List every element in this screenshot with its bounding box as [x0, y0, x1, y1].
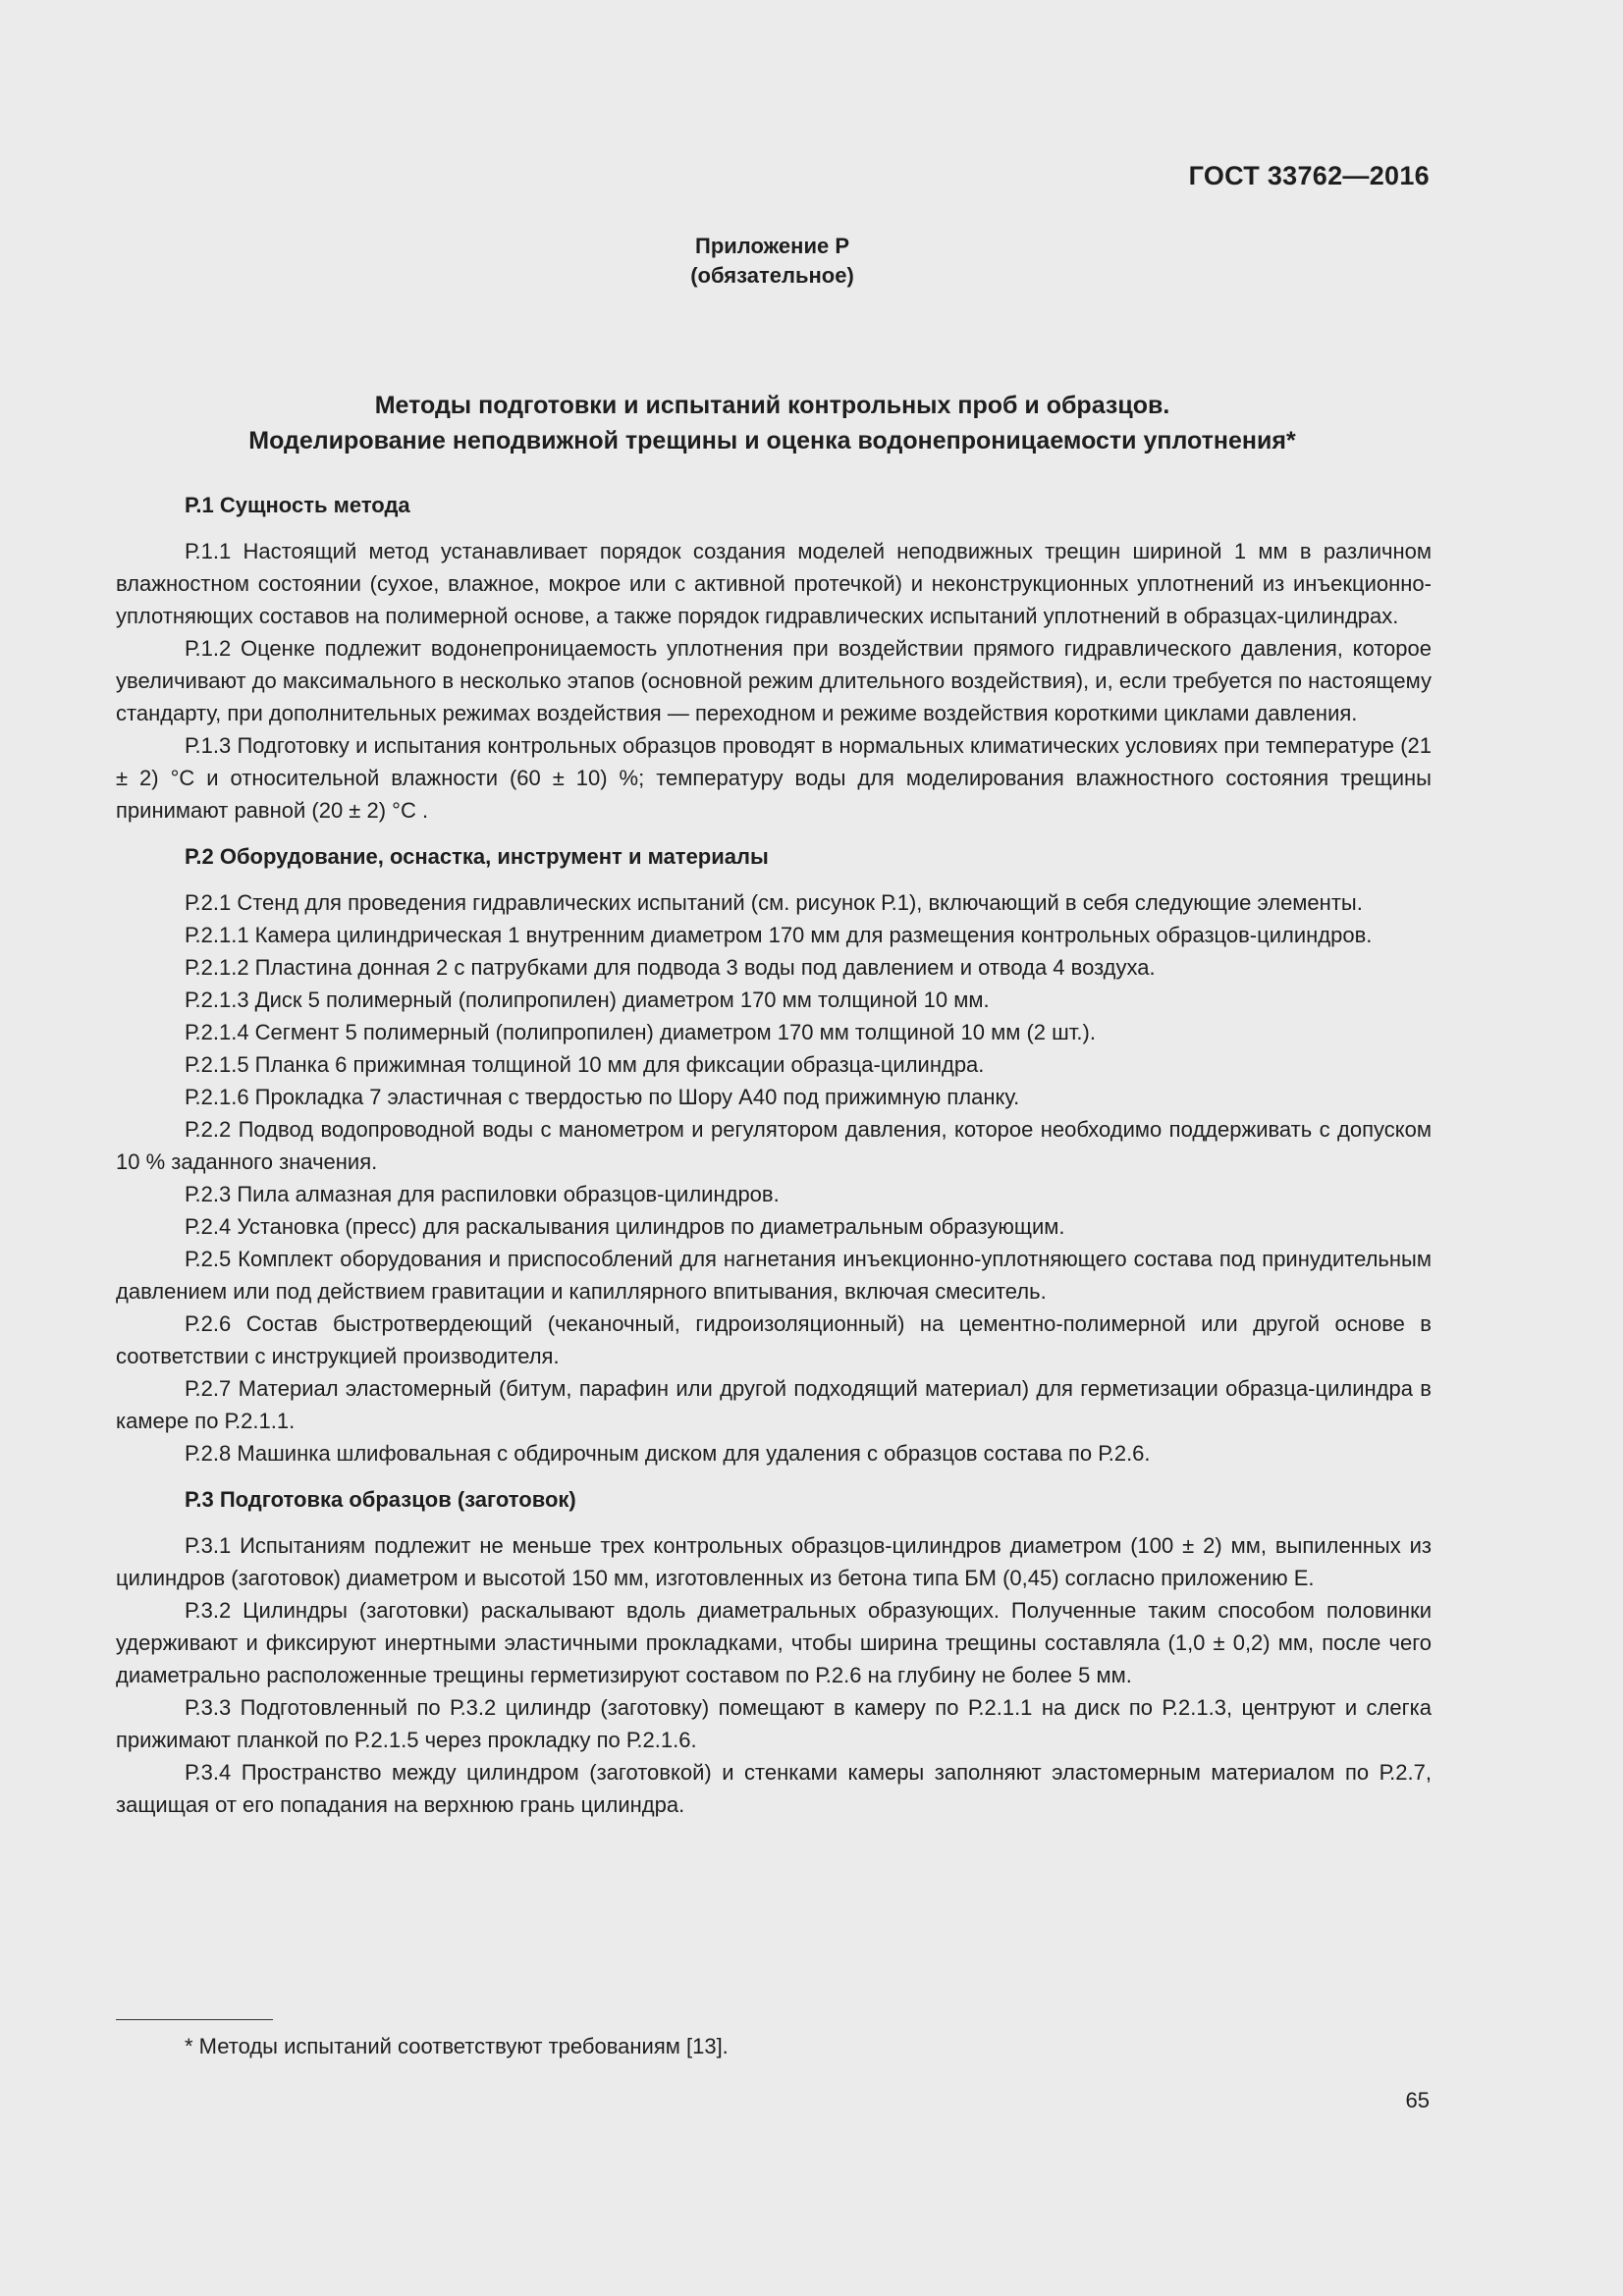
- paragraph: Р.2.1.4 Сегмент 5 полимерный (полипропилен) диаметром 170 мм толщиной 10 мм (2 шт.).: [185, 1020, 1096, 1044]
- paragraph: Р.2.3 Пила алмазная для распиловки образцов-цилиндров.: [185, 1182, 780, 1206]
- paragraph: Р.2.7 Материал эластомерный (битум, парафин или другой подходящий материал) для герметизации образца-цилиндра в камере по Р.2.1.1.: [116, 1376, 1432, 1433]
- section-heading-p2: Р.2 Оборудование, оснастка, инструмент и материалы: [185, 844, 769, 869]
- paragraph: Р.2.5 Комплект оборудования и приспособлений для нагнетания инъекционно-уплотняющего состава под принудительным давлением или под действием гравитации и капиллярного впитывания, включая смеситель.: [116, 1247, 1432, 1304]
- paragraph: Р.3.4 Пространство между цилиндром (заготовкой) и стенками камеры заполняют эластомерным материалом по Р.2.7, защищая от его попадания на верхнюю грань цилиндра.: [116, 1760, 1432, 1817]
- document-title: [0, 388, 1623, 458]
- appendix-status: (обязательное): [690, 263, 854, 288]
- appendix-heading: [0, 232, 1623, 291]
- section-heading-p1: Р.1 Сущность метода: [185, 493, 410, 517]
- title-line-2: Моделирование неподвижной трещины и оценка водонепроницаемости уплотнения*: [248, 427, 1296, 454]
- paragraph: Р.2.1 Стенд для проведения гидравлических испытаний (см. рисунок Р.1), включающий в себя следующие элементы.: [185, 890, 1363, 915]
- paragraph: Р.2.1.1 Камера цилиндрическая 1 внутренним диаметром 170 мм для размещения контрольных образцов-цилиндров.: [185, 923, 1373, 947]
- paragraph: Р.1.2 Оценке подлежит водонепроницаемость уплотнения при воздействии прямого гидравлического давления, которое увеличивают до максимального в несколько этапов (основной режим длительного воздействия), и, если требуется по настоящему стандарту, при дополнительных режимах воздействия — переходном и режиме воздействия короткими циклами давления.: [116, 636, 1432, 725]
- paragraph: Р.3.2 Цилиндры (заготовки) раскалывают вдоль диаметральных образующих. Полученные таким способом половинки удерживают и фиксируют инертными эластичными прокладками, чтобы ширина трещины составляла (1,0 ± 0,2) мм, после чего диаметрально расположенные трещины герметизируют составом по Р.2.6 на глубину не более 5 мм.: [116, 1598, 1432, 1687]
- paragraph: Р.2.6 Состав быстротвердеющий (чеканочный, гидроизоляционный) на цементно-полимерной или другой основе в соответствии с инструкцией производителя.: [116, 1311, 1432, 1368]
- paragraph: Р.2.1.2 Пластина донная 2 с патрубками для подвода 3 воды под давлением и отвода 4 воздуха.: [185, 955, 1156, 980]
- paragraph: Р.2.2 Подвод водопроводной воды с манометром и регулятором давления, которое необходимо поддерживать с допуском 10 % заданного значения.: [116, 1117, 1432, 1174]
- paragraph: Р.1.1 Настоящий метод устанавливает порядок создания моделей неподвижных трещин шириной 1 мм в различном влажностном состоянии (сухое, влажное, мокрое или с активной протечкой) и неконструкционных уплотнений из инъекционно-уплотняющих составов на полимерной основе, а также порядок гидравлических испытаний уплотнений в образцах-цилиндрах.: [116, 539, 1432, 628]
- document-body: [116, 489, 1432, 1821]
- paragraph: Р.2.1.6 Прокладка 7 эластичная с твердостью по Шору А40 под прижимную планку.: [185, 1085, 1020, 1109]
- paragraph: Р.2.1.5 Планка 6 прижимная толщиной 10 мм для фиксации образца-цилиндра.: [185, 1052, 985, 1077]
- section-heading-p3: Р.3 Подготовка образцов (заготовок): [185, 1487, 576, 1512]
- paragraph: Р.2.8 Машинка шлифовальная с обдирочным диском для удаления с образцов состава по Р.2.6.: [185, 1441, 1151, 1466]
- footnote: * Методы испытаний соответствуют требованиям [13].: [185, 2034, 729, 2058]
- page-number: 65: [1405, 2088, 1430, 2112]
- title-line-1: Методы подготовки и испытаний контрольных проб и образцов.: [374, 392, 1170, 419]
- document-code: ГОСТ 33762—2016: [1188, 161, 1430, 190]
- footnote-divider: [116, 2019, 273, 2020]
- paragraph: Р.2.4 Установка (пресс) для раскалывания цилиндров по диаметральным образующим.: [185, 1214, 1065, 1239]
- paragraph: Р.3.3 Подготовленный по Р.3.2 цилиндр (заготовку) помещают в камеру по Р.2.1.1 на диск по Р.2.1.3, центруют и слегка прижимают планкой по Р.2.1.5 через прокладку по Р.2.1.6.: [116, 1695, 1432, 1752]
- paragraph: Р.1.3 Подготовку и испытания контрольных образцов проводят в нормальных климатических условиях при температуре (21 ± 2) °С и относительной влажности (60 ± 10) %; температуру воды для моделирования влажностного состояния трещины принимают равной (20 ± 2) °С .: [116, 733, 1432, 823]
- paragraph: Р.3.1 Испытаниям подлежит не меньше трех контрольных образцов-цилиндров диаметром (100 ± 2) мм, выпиленных из цилиндров (заготовок) диаметром и высотой 150 мм, изготовленных из бетона типа БМ (0,45) согласно приложению Е.: [116, 1533, 1432, 1590]
- paragraph: Р.2.1.3 Диск 5 полимерный (полипропилен) диаметром 170 мм толщиной 10 мм.: [185, 988, 990, 1012]
- appendix-label: Приложение Р: [695, 234, 849, 258]
